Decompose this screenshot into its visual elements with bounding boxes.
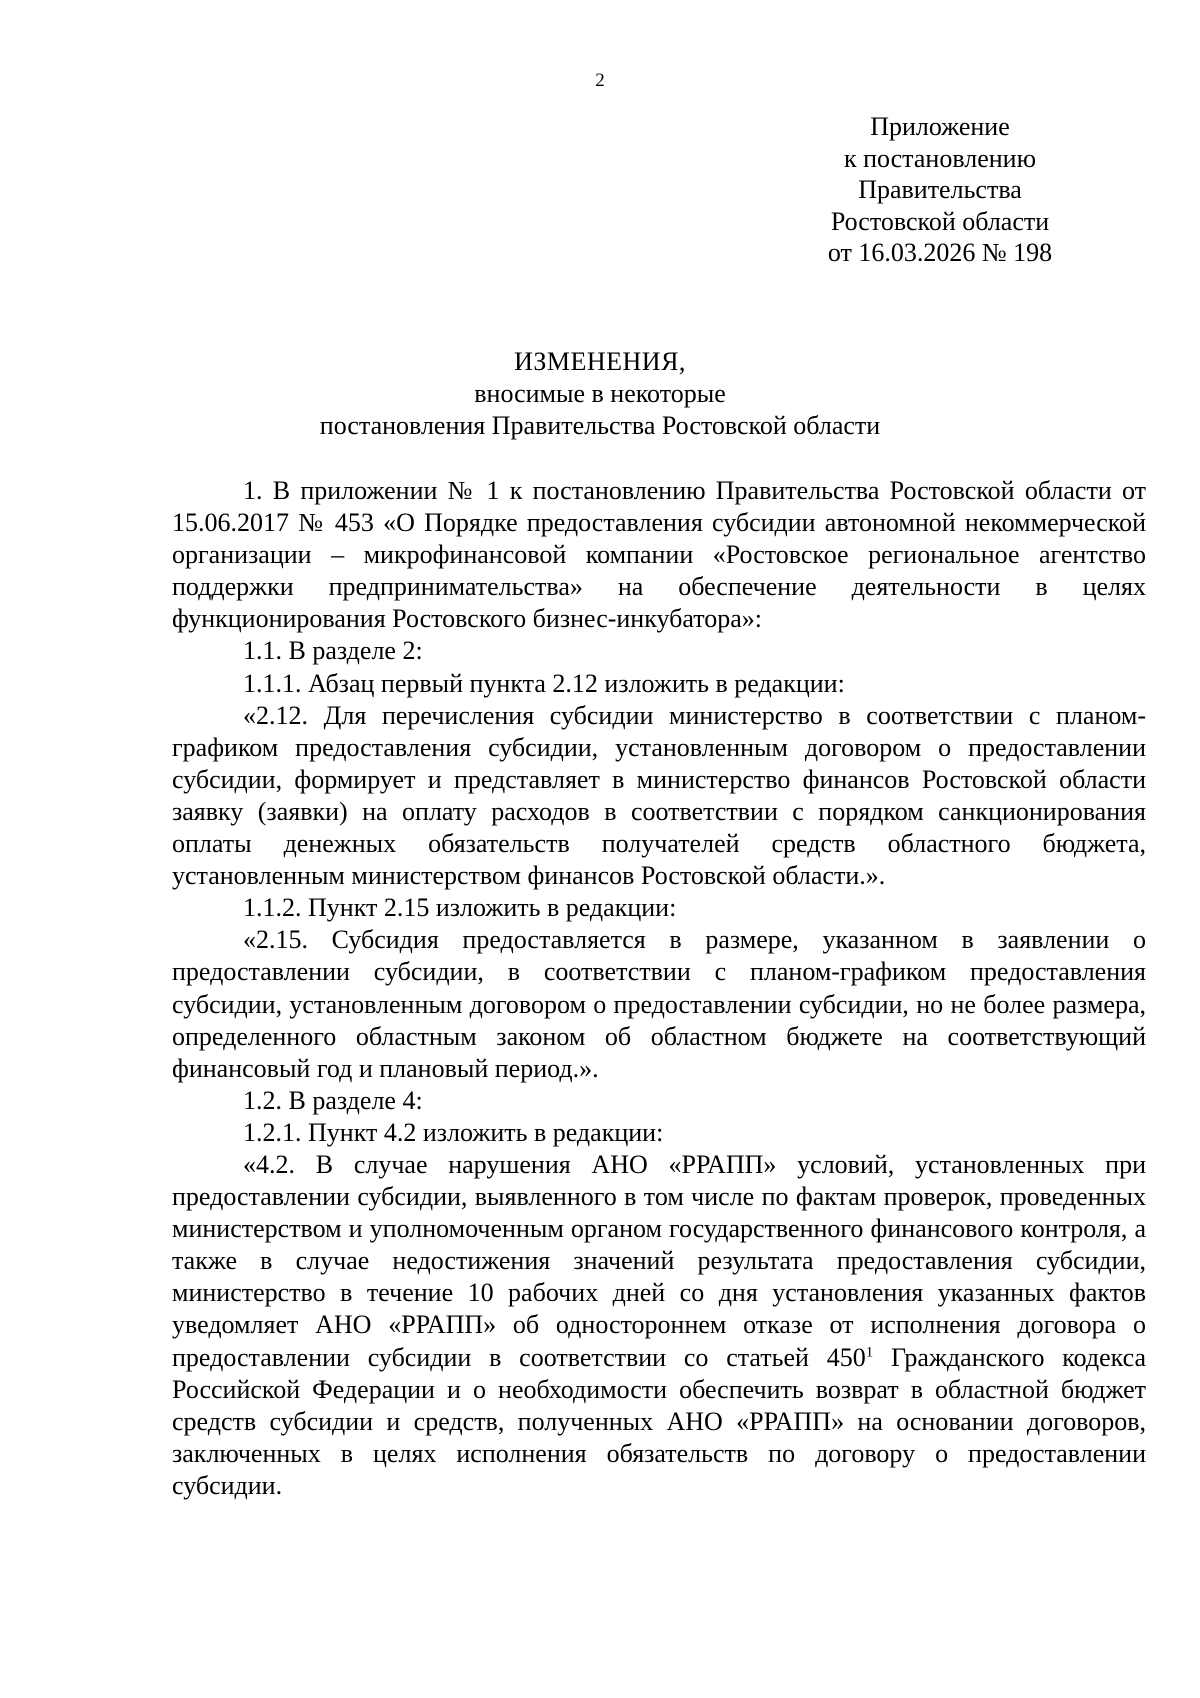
appendix-reference: к постановлению: [843, 143, 1037, 173]
paragraph-1-1-1: 1.1.1. Абзац первый пункта 2.12 изложить в редакции:: [243, 668, 845, 698]
page-number: 2: [595, 70, 605, 91]
document-title: [0, 346, 1200, 442]
paragraph-1-2-1: 1.2.1. Пункт 4.2 изложить в редакции:: [243, 1117, 664, 1147]
paragraph-1-1: 1.1. В разделе 2:: [243, 636, 423, 666]
appendix-date-number: от 16.03.2026 № 198: [827, 238, 1053, 267]
paragraph-4-2-text: [172, 1149, 1146, 1502]
appendix-authority: Правительства: [858, 175, 1022, 204]
paragraph-4-2-part-2: Гражданского кодекса Российской Федерации и о необходимости обеспечить возврат в областной бюджет средств субсидии и средств, полученных АНО «РРАПП» на основании договоров, заключенных в целях исполнения обязательств по договору о предоставлении субсидии.: [172, 1342, 1146, 1500]
appendix-header: [790, 111, 1090, 269]
paragraph-1-2: 1.2. В разделе 4:: [243, 1085, 423, 1115]
document-body: [172, 475, 1146, 1502]
article-superscript: 1: [865, 1343, 874, 1360]
paragraph-1: 1. В приложении № 1 к постановлению Правительства Ростовской области от 15.06.2017 № 453 «О Порядке предоставления субсидии автономной некоммерческой организации – микрофинансовой компании «Ростовское региональное агентство поддержки предпринимательства» на обеспечение деятельности в целях функционирования Ростовского бизнес-инкубатора»:: [172, 476, 1146, 634]
appendix-region: Ростовской области: [830, 206, 1050, 236]
appendix-title: Приложение: [870, 112, 1010, 141]
paragraph-2-12-text: «2.12. Для перечисления субсидии министерство в соответствии с планом-графиком предоставления субсидии, установленным договором о предоставлении субсидии, формирует и представляет в министерство финансов Ростовской области заявку (заявки) на оплату расходов в соответствии с порядком санкционирования оплаты денежных обязательств получателей средств областного бюджета, установленным министерством финансов Ростовской области.».: [172, 700, 1146, 891]
title-subtitle-1: вносимые в некоторые: [474, 379, 726, 408]
title-main: ИЗМЕНЕНИЯ,: [514, 347, 686, 376]
title-subtitle-2: постановления Правительства Ростовской области: [319, 411, 881, 440]
paragraph-1-1-2: 1.1.2. Пункт 2.15 изложить в редакции:: [243, 893, 677, 923]
paragraph-2-15-text: «2.15. Субсидия предоставляется в размере, указанном в заявлении о предоставлении субсидии, в соответствии с планом-графиком предоставления субсидии, установленным договором о предоставлении субсидии, но не более размера, определенного областным законом об областном бюджете на соответствующий финансовый год и плановый период.».: [172, 925, 1146, 1083]
paragraph-4-2-part-1: «4.2. В случае нарушения АНО «РРАПП» условий, установленных при предоставлении субсидии, выявленного в том числе по фактам проверок, проведенных министерством и уполномоченным органом государственного финансового контроля, а также в случае недостижения значений результата предоставления субсидии, министерство в течение 10 рабочих дней со дня установления указанных фактов уведомляет АНО «РРАПП» об одностороннем отказе от исполнения договора о предоставлении субсидии в соответствии со статьей 450: [172, 1149, 1146, 1372]
